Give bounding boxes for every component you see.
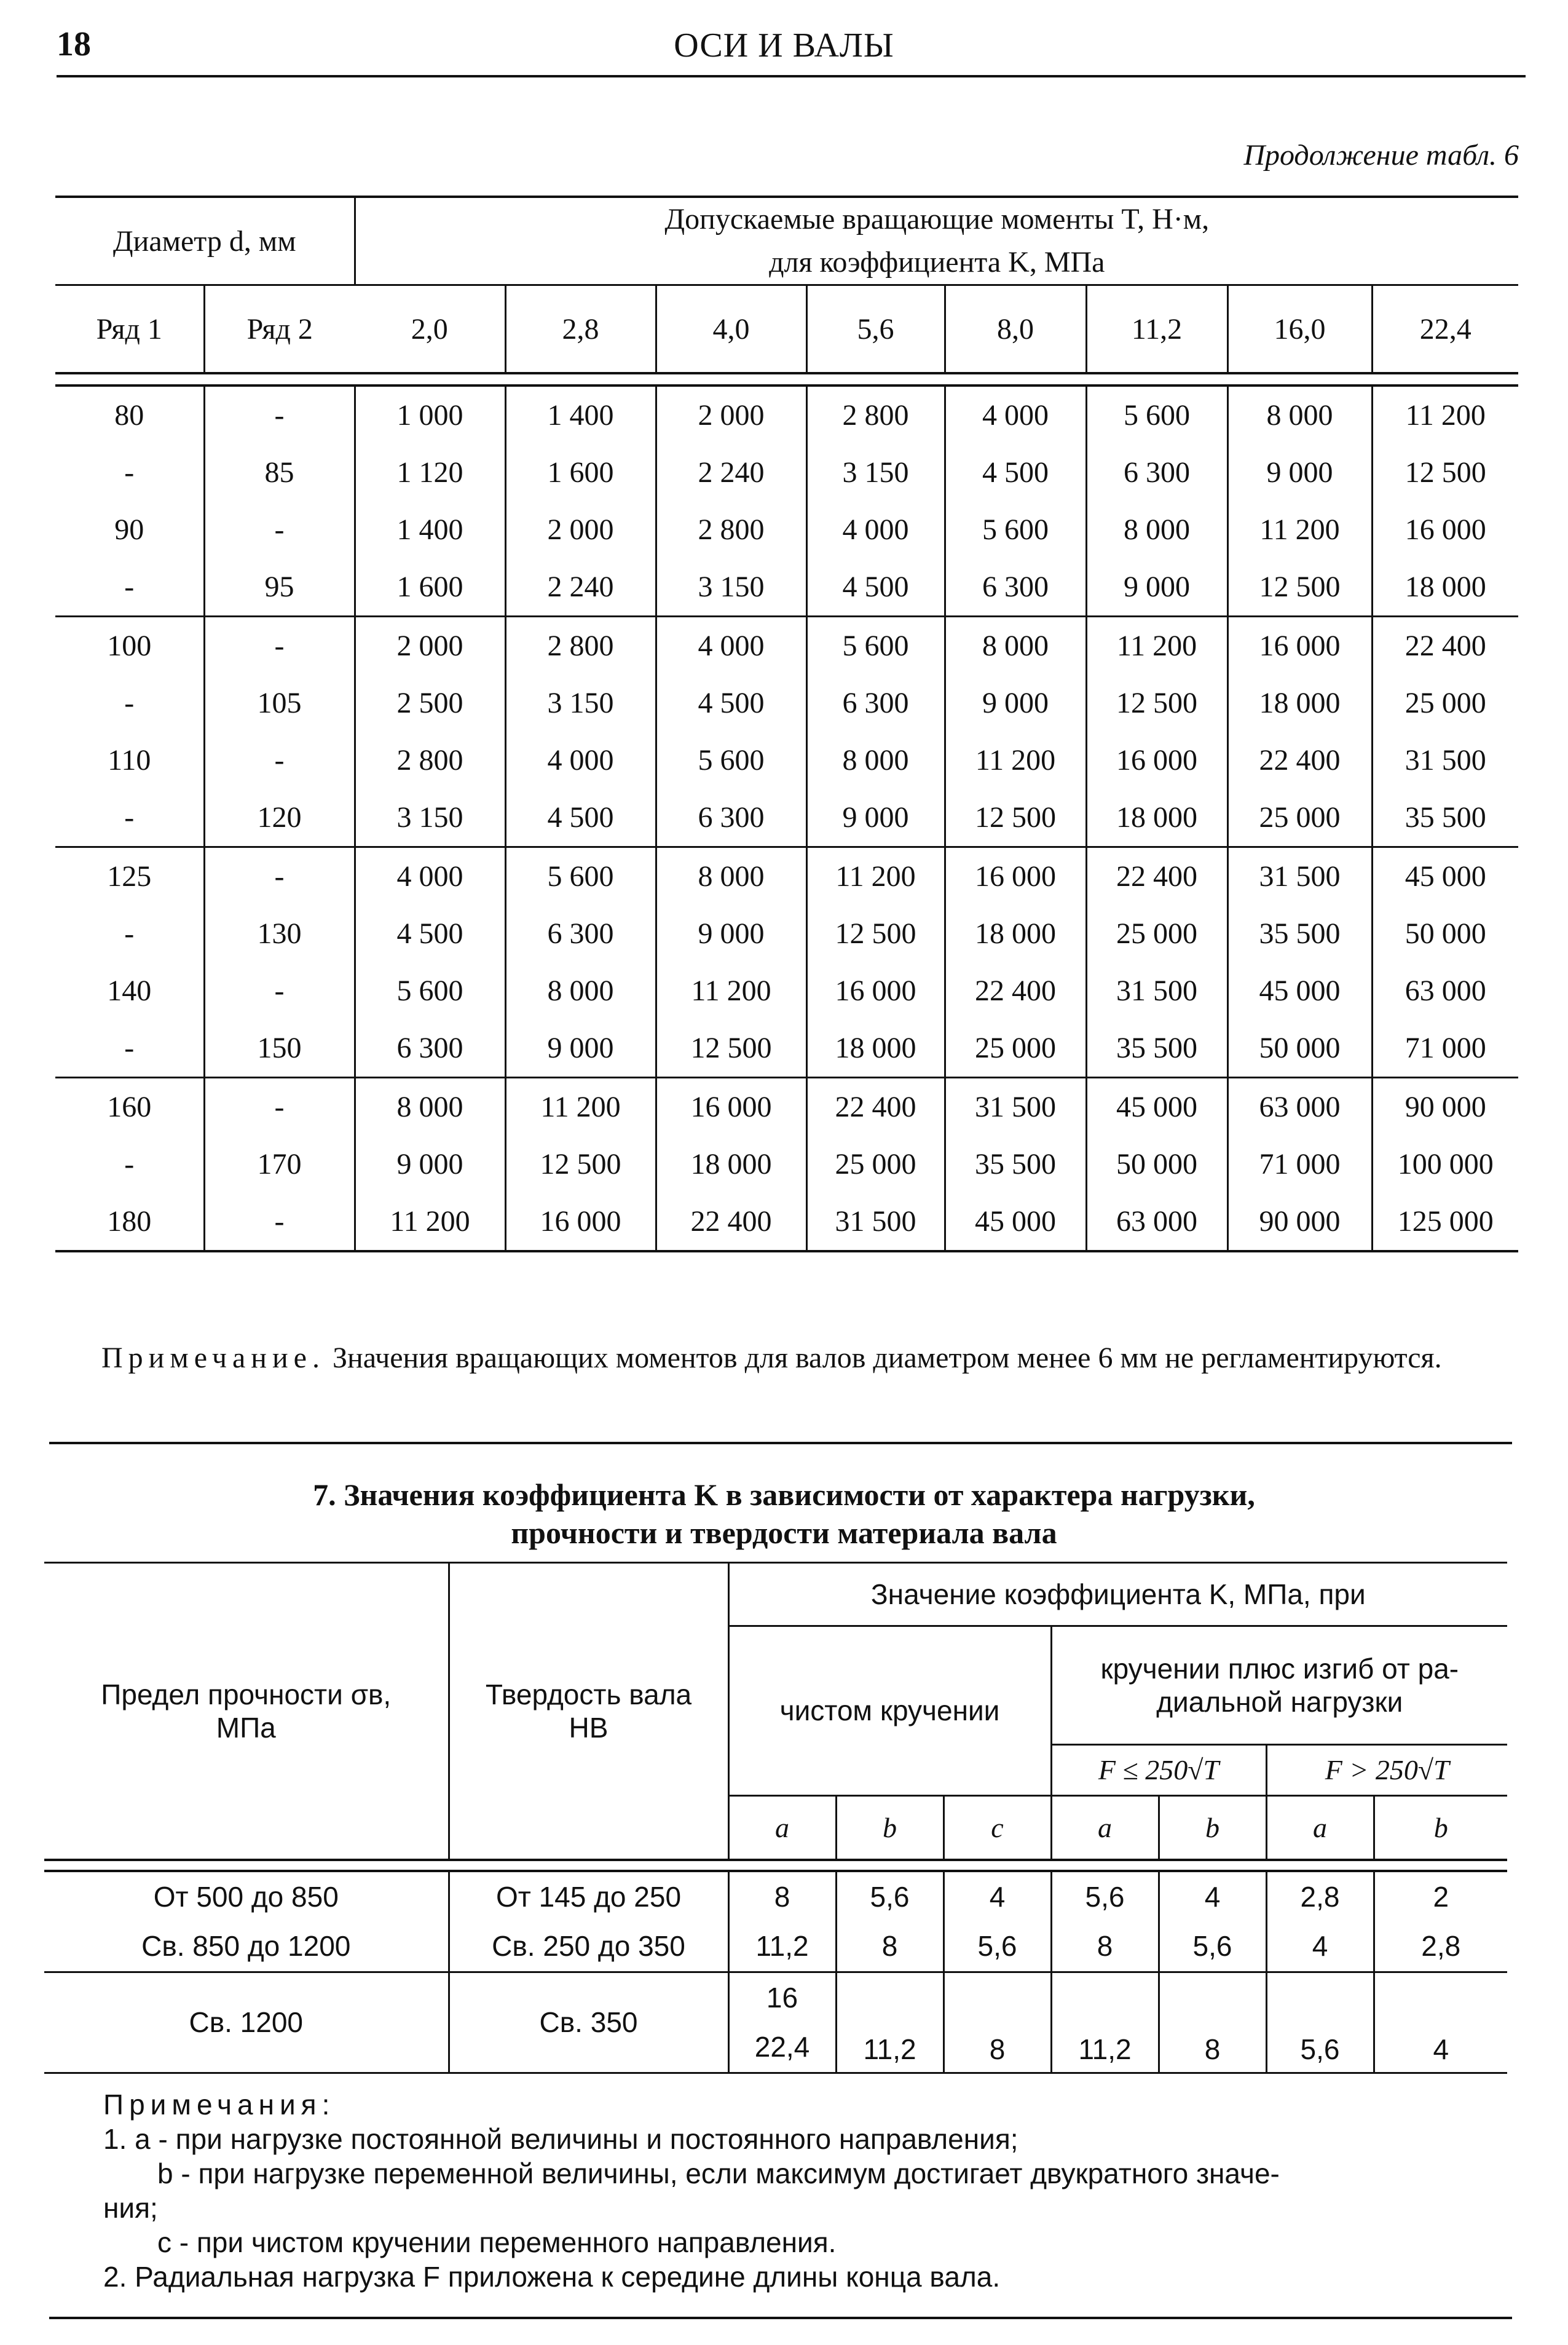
torque-cell: 45 000 (1227, 962, 1372, 1019)
hardness-header-line1: Твердость вала (485, 1679, 692, 1710)
torque-cell: 9 000 (505, 1019, 656, 1078)
row2-cell: 150 (204, 1019, 355, 1078)
torque-cell: 6 300 (355, 1019, 505, 1078)
torque-cell: 4 500 (656, 674, 806, 732)
row2-cell: 170 (204, 1136, 355, 1193)
row2-cell: - (204, 962, 355, 1019)
torque-cell: 50 000 (1405, 917, 1486, 950)
torque-cell: 16 000 (945, 847, 1086, 906)
note-text: Значения вращающих моментов для валов диаметром менее 6 мм не регламентируются. (332, 1342, 1442, 1374)
torque-cell: 5 600 (656, 732, 806, 789)
torque-cell: 6 300 (656, 789, 806, 847)
strength-cell: Св. 1200 (44, 1972, 449, 2073)
row1-cell: 90 (55, 501, 204, 558)
torque-cell: 22 400 (656, 1193, 806, 1251)
torque-header-line2: для коэффициента K, МПа (769, 246, 1105, 279)
torque-cell: 50 000 (1227, 1019, 1372, 1078)
table-row (55, 444, 1518, 501)
row1-cell: 100 (55, 617, 204, 675)
table-row (55, 789, 1518, 847)
hardness-header-line2: НВ (569, 1712, 609, 1744)
torque-cell: 16 000 (1227, 617, 1372, 675)
header-double-rule (55, 373, 1518, 386)
sub-label: b (1433, 1811, 1448, 1843)
table-row (55, 617, 1518, 675)
torque-cell: 1 000 (355, 386, 505, 444)
torque-cell: 12 500 (656, 1019, 806, 1078)
row1-cell: 80 (55, 386, 204, 444)
torque-cell: 3 150 (656, 558, 806, 617)
torque-cell: 31 500 (945, 1078, 1086, 1136)
row2-cell: - (204, 1078, 355, 1136)
torque-cell: 2 000 (505, 501, 656, 558)
k-header: Значение коэффициента K, МПа, при (728, 1563, 1507, 1626)
note-1c: c - при чистом кручении переменного направления. (157, 2226, 837, 2258)
torque-cell: 3 150 (355, 789, 505, 847)
torque-cell: 11 200 (806, 847, 945, 906)
k-value: 22,4 (1419, 312, 1471, 346)
k-value: 11,2 (1086, 285, 1227, 374)
row2-cell: 85 (204, 444, 355, 501)
note-1b-line1: b - при нагрузке переменной величины, если максимум достигает двукратного значе- (157, 2157, 1280, 2189)
header-rule (57, 75, 1526, 77)
k-cell: 4 (1266, 1921, 1374, 1972)
row1-cell: - (55, 1136, 204, 1193)
torque-cell: 25 000 (806, 1136, 945, 1193)
torque-cell: 2 000 (355, 617, 505, 675)
table6-note (101, 1340, 1509, 1376)
torque-cell: 2 000 (656, 386, 806, 444)
torque-cell: 12 500 (945, 789, 1086, 847)
t7-bottom-rule (44, 2073, 1507, 2074)
torque-cell: 4 000 (355, 847, 505, 906)
torque-cell: 25 000 (1086, 905, 1227, 962)
k-cell: 8 (728, 1871, 836, 1921)
torque-cell: 18 000 (806, 1019, 945, 1078)
hardness-cell: Св. 350 (449, 1972, 728, 2073)
torque-cell: 2 240 (656, 444, 806, 501)
torque-cell: 6 300 (945, 558, 1086, 617)
k-cell: 8 (836, 1921, 944, 1972)
k-cell: 2,8 (1421, 1930, 1461, 1963)
torque-cell: 11 200 (355, 1193, 505, 1251)
bend-header (1051, 1626, 1507, 1745)
torque-cell: 11 200 (1405, 399, 1486, 432)
torque-cell: 31 500 (806, 1193, 945, 1251)
row1-cell: 140 (55, 962, 204, 1019)
hardness-header (449, 1563, 728, 1861)
table-row (55, 847, 1518, 906)
torque-cell: 5 600 (1086, 386, 1227, 444)
torque-cell: 45 000 (1086, 1078, 1227, 1136)
torque-cell: 9 000 (656, 905, 806, 962)
k-cell: 2 (1433, 1881, 1449, 1913)
torque-cell: 16 000 (1086, 732, 1227, 789)
torque-cell: 8 000 (355, 1078, 505, 1136)
k-cell: 11,2 (836, 1972, 944, 2073)
torque-cell: 4 500 (505, 789, 656, 847)
note-2: 2. Радиальная нагрузка F приложена к середине длины конца вала. (103, 2261, 1001, 2293)
table7-notes (103, 2087, 1511, 2294)
sub-label: a (1051, 1795, 1159, 1860)
torque-cell: 16 000 (1405, 513, 1486, 546)
torque-cell: 11 200 (656, 962, 806, 1019)
torque-cell: 9 000 (1227, 444, 1372, 501)
strength-header-line1: Предел прочности σв, (101, 1679, 392, 1710)
row1-cell: - (55, 905, 204, 962)
torque-cell: 9 000 (806, 789, 945, 847)
torque-cell: 4 500 (806, 558, 945, 617)
k-cell: 4 (944, 1871, 1051, 1921)
strength-cell: От 500 до 850 (44, 1871, 449, 1921)
torque-cell: 22 400 (945, 962, 1086, 1019)
torque-cell: 11 200 (1227, 501, 1372, 558)
k-cell: 11,2 (728, 1921, 836, 1972)
torque-cell: 1 120 (355, 444, 505, 501)
table-row (55, 674, 1518, 732)
sub-label: c (944, 1795, 1051, 1860)
torque-cell: 2 800 (656, 501, 806, 558)
note-label: Примечание. (101, 1342, 325, 1374)
torque-cell: 71 000 (1227, 1136, 1372, 1193)
table7-title (0, 1476, 1568, 1552)
torque-cell: 12 500 (505, 1136, 656, 1193)
torque-cell: 6 300 (505, 905, 656, 962)
torque-cell: 22 400 (1405, 630, 1486, 662)
torque-cell: 71 000 (1372, 1019, 1518, 1078)
k-value: 8,0 (945, 285, 1086, 374)
table-continuation-caption: Продолжение табл. 6 (1243, 139, 1519, 172)
torque-cell: 5 600 (945, 501, 1086, 558)
k-value: 2,8 (505, 285, 656, 374)
row1-cell: 160 (55, 1078, 204, 1136)
row2-cell: - (204, 732, 355, 789)
torque-cell: 2 800 (505, 617, 656, 675)
row1-cell: - (55, 674, 204, 732)
torque-cell: 35 500 (1227, 905, 1372, 962)
torque-cell: 12 500 (1227, 558, 1372, 617)
torque-cell: 16 000 (806, 962, 945, 1019)
torque-cell: 12 500 (1405, 456, 1486, 489)
torque-cell: 18 000 (1372, 558, 1518, 617)
torque-cell: 31 500 (1086, 962, 1227, 1019)
sub-label: b (836, 1795, 944, 1860)
torque-cell: 2 800 (355, 732, 505, 789)
table7-title-line1: 7. Значения коэффициента K в зависимости от характера нагрузки, (313, 1477, 1255, 1512)
torque-cell: 8 000 (1227, 386, 1372, 444)
torque-cell: 100 000 (1397, 1148, 1494, 1180)
torque-table-body (55, 386, 1518, 1252)
torque-cell: 4 000 (945, 386, 1086, 444)
torque-cell: 5 600 (806, 617, 945, 675)
k-cell: 4 (1159, 1871, 1266, 1921)
row2-cell: - (204, 386, 355, 444)
torque-cell: 63 000 (1086, 1193, 1227, 1251)
diameter-header: Диаметр d, мм (55, 197, 355, 285)
torque-cell: 4 000 (806, 501, 945, 558)
strength-header-line2: МПа (216, 1712, 276, 1744)
page-number: 18 (57, 25, 91, 63)
table-row (55, 1193, 1518, 1251)
torque-cell: 90 000 (1405, 1091, 1486, 1123)
torque-cell: 4 500 (355, 905, 505, 962)
torque-cell: 9 000 (1086, 558, 1227, 617)
torque-cell: 12 500 (1086, 674, 1227, 732)
k-cell: 2,8 (1266, 1871, 1374, 1921)
note-1b-line2: ния; (103, 2192, 158, 2224)
torque-cell: 31 500 (1405, 744, 1486, 777)
row1-cell: - (55, 558, 204, 617)
torque-cell: 8 000 (945, 617, 1086, 675)
torque-cell: 125 000 (1397, 1205, 1494, 1238)
k-value: 16,0 (1227, 285, 1372, 374)
torque-cell: 18 000 (1227, 674, 1372, 732)
section-rule (49, 1442, 1512, 1444)
k-cell: 5,6 (944, 1921, 1051, 1972)
torque-cell: 9 000 (945, 674, 1086, 732)
row2-cell: - (204, 501, 355, 558)
row1-cell: - (55, 444, 204, 501)
page-title: ОСИ И ВАЛЫ (674, 26, 894, 65)
table-row (55, 1136, 1518, 1193)
torque-cell: 2 500 (355, 674, 505, 732)
table-row (55, 1019, 1518, 1078)
torque-cell: 25 000 (945, 1019, 1086, 1078)
f-gt-header: F > 250√T (1266, 1744, 1507, 1795)
torque-cell: 12 500 (806, 905, 945, 962)
k-cell: 5,6 (1266, 1972, 1374, 2073)
strength-cell: Св. 850 до 1200 (44, 1921, 449, 1972)
torque-cell: 35 500 (1086, 1019, 1227, 1078)
row1-cell: 125 (55, 847, 204, 906)
torque-cell: 11 200 (505, 1078, 656, 1136)
k-value: 5,6 (806, 285, 945, 374)
torque-cell: 35 500 (945, 1136, 1086, 1193)
torque-cell: 16 000 (656, 1078, 806, 1136)
torque-cell: 1 400 (355, 501, 505, 558)
torque-cell: 35 500 (1372, 789, 1518, 847)
table7-title-line2: прочности и твердости материала вала (511, 1516, 1057, 1550)
row2-cell: - (204, 1193, 355, 1251)
k-cell: 11,2 (1051, 1972, 1159, 2073)
sub-label: b (1159, 1795, 1266, 1860)
table-row (55, 501, 1518, 558)
k-cell: 5,6 (1051, 1871, 1159, 1921)
k-value: 4,0 (656, 285, 806, 374)
torque-cell: 11 200 (1086, 617, 1227, 675)
table-row (55, 732, 1518, 789)
table-row (55, 1078, 1518, 1136)
k-cell: 5,6 (836, 1871, 944, 1921)
k-cell: 4 (1374, 1972, 1507, 2073)
table-row (55, 558, 1518, 617)
row1-cell: 180 (55, 1193, 204, 1251)
torque-header (355, 197, 1518, 285)
torque-header-line1: Допускаемые вращающие моменты T, Н·м, (664, 203, 1210, 235)
sub-label: a (1266, 1795, 1374, 1860)
bend-header-line1: кручении плюс изгиб от ра- (1100, 1652, 1459, 1685)
note-1a: 1. a - при нагрузке постоянной величины и постоянного направления; (103, 2123, 1018, 2155)
torque-cell: 16 000 (505, 1193, 656, 1251)
torque-cell: 8 000 (806, 732, 945, 789)
torque-cell: 1 600 (505, 444, 656, 501)
torque-cell: 2 800 (806, 386, 945, 444)
torque-cell: 9 000 (355, 1136, 505, 1193)
torque-cell: 11 200 (945, 732, 1086, 789)
bend-header-line2: диальной нагрузки (1156, 1685, 1403, 1718)
row1-cell: - (55, 789, 204, 847)
row2-cell: 120 (204, 789, 355, 847)
torque-cell: 22 400 (1086, 847, 1227, 906)
torque-cell: 31 500 (1227, 847, 1372, 906)
pure-torsion-header: чистом кручении (728, 1626, 1051, 1796)
k-value: 2,0 (355, 285, 505, 374)
strength-header (44, 1563, 449, 1861)
k-cell: 8 (1051, 1921, 1159, 1972)
torque-cell: 63 000 (1227, 1078, 1372, 1136)
torque-cell: 63 000 (1405, 975, 1486, 1007)
table-bottom-rule (55, 1251, 1518, 1252)
notes-label: Примечания: (103, 2089, 336, 2121)
table-row (55, 962, 1518, 1019)
row2-cell: 105 (204, 674, 355, 732)
coefficient-table (44, 1562, 1507, 2074)
row2-cell: - (204, 847, 355, 906)
torque-cell: 6 300 (1086, 444, 1227, 501)
torque-cell: 1 600 (355, 558, 505, 617)
row1-header: Ряд 1 (55, 285, 204, 374)
hardness-cell: Св. 250 до 350 (449, 1921, 728, 1972)
k-cell: 22,4 (728, 2022, 836, 2073)
t7-double-rule (44, 1860, 1507, 1871)
k-cell: 16 (728, 1972, 836, 2022)
k-cell: 5,6 (1159, 1921, 1266, 1972)
torque-cell: 18 000 (656, 1136, 806, 1193)
torque-cell: 50 000 (1086, 1136, 1227, 1193)
torque-cell: 45 000 (945, 1193, 1086, 1251)
torque-cell: 90 000 (1227, 1193, 1372, 1251)
torque-cell: 45 000 (1405, 860, 1486, 893)
torque-cell: 8 000 (1086, 501, 1227, 558)
k-cell: 8 (944, 1972, 1051, 2073)
hardness-cell: От 145 до 250 (449, 1871, 728, 1921)
torque-cell: 5 600 (505, 847, 656, 906)
torque-cell: 8 000 (656, 847, 806, 906)
torque-cell: 2 240 (505, 558, 656, 617)
table-row (55, 905, 1518, 962)
row2-cell: 130 (204, 905, 355, 962)
row1-cell: - (55, 1019, 204, 1078)
torque-cell: 4 000 (505, 732, 656, 789)
torque-cell: 18 000 (1086, 789, 1227, 847)
torque-cell: 18 000 (945, 905, 1086, 962)
table-row (55, 386, 1518, 444)
row2-header: Ряд 2 (246, 312, 313, 346)
torque-cell: 3 150 (806, 444, 945, 501)
sub-label: a (728, 1795, 836, 1860)
row1-cell: 110 (55, 732, 204, 789)
torque-cell: 4 000 (656, 617, 806, 675)
torque-cell: 3 150 (505, 674, 656, 732)
torque-cell: 22 400 (1227, 732, 1372, 789)
torque-cell: 5 600 (355, 962, 505, 1019)
torque-cell: 4 500 (945, 444, 1086, 501)
torque-table (55, 196, 1518, 1252)
row2-cell: 95 (204, 558, 355, 617)
torque-cell: 22 400 (806, 1078, 945, 1136)
torque-cell: 25 000 (1405, 687, 1486, 719)
bottom-rule (49, 2317, 1512, 2319)
torque-cell: 6 300 (806, 674, 945, 732)
f-le-header: F ≤ 250√T (1051, 1744, 1266, 1795)
torque-cell: 8 000 (505, 962, 656, 1019)
row2-cell: - (204, 617, 355, 675)
torque-cell: 1 400 (505, 386, 656, 444)
k-cell: 8 (1159, 1972, 1266, 2073)
torque-cell: 25 000 (1227, 789, 1372, 847)
